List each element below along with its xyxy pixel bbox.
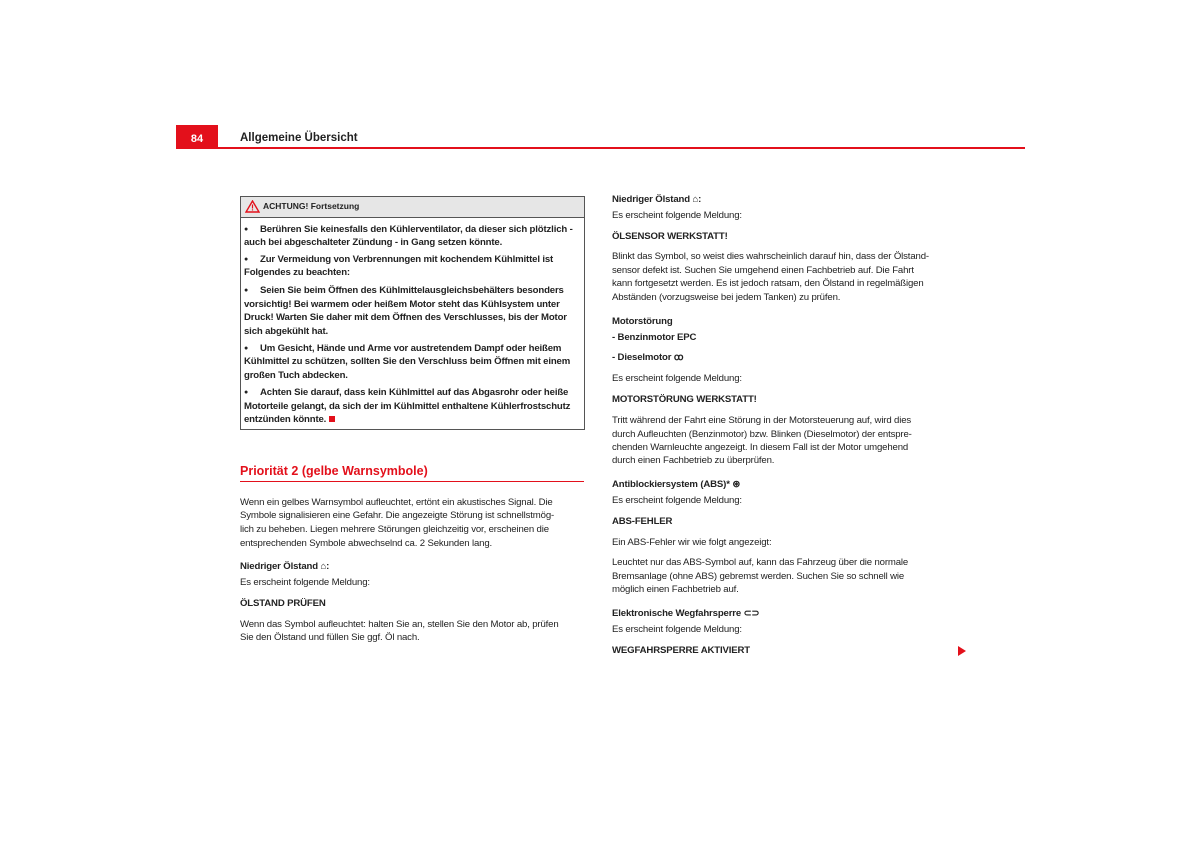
warning-bullet-line: Um Gesicht, Hände und Arme vor austretendem Dampf oder heißem — [260, 343, 562, 354]
subheading: ÖLSTAND PRÜFEN — [240, 598, 326, 609]
warning-bullet-line: Kühlmittel zu schützen, sollten Sie den Verschluss beim Öffnen mit einem — [244, 356, 571, 367]
subheading: ABS-FEHLER — [612, 516, 673, 527]
warning-bullet-line: Motorteile gelangt, da sich der im Kühlmittel enthaltene Kühlerfrostschutz — [244, 401, 571, 412]
warning-bullet-line: Achten Sie darauf, dass kein Kühlmittel auf das Abgasrohr oder heiße — [260, 387, 569, 398]
body-text-line: Es erscheint folgende Meldung: — [612, 210, 742, 221]
subheading: MOTORSTÖRUNG WERKSTATT! — [612, 394, 757, 405]
body-text-line: chenden Warnleuchte angezeigt. In diesem Fall ist der Motor umgehend — [612, 442, 909, 453]
warning-bullet-line: entzünden könnte. — [244, 414, 335, 426]
body-text-line: Es erscheint folgende Meldung: — [612, 624, 742, 635]
subheading: - Dieselmotor ꝏ — [612, 352, 684, 363]
bullet-icon: ● — [244, 389, 249, 396]
warning-bullet-line: großen Tuch abdecken. — [244, 370, 348, 381]
body-text-line: Tritt während der Fahrt eine Störung in der Motorsteuerung auf, wird dies — [612, 415, 912, 426]
body-text-line: durch Aufleuchten (Benzinmotor) bzw. Blinken (Dieselmotor) der entspre- — [612, 429, 912, 440]
body-text-line: entsprechenden Symbole abwechselnd ca. 2 Sekunden lang. — [240, 538, 493, 549]
subheading: Motorstörung — [612, 316, 673, 327]
subheading: Niedriger Ölstand ⌂: — [612, 194, 702, 205]
body-text-line: sensor defekt ist. Suchen Sie umgehend einen Fachbetrieb auf. Die Fahrt — [612, 265, 914, 276]
page-number: 84 — [176, 125, 218, 149]
subheading: Niedriger Ölstand ⌂: — [240, 561, 330, 572]
body-text-line: durch einen Fachbetrieb zu überprüfen. — [612, 455, 775, 466]
section-rule — [240, 481, 584, 482]
body-text-line: Leuchtet nur das ABS-Symbol auf, kann das Fahrzeug über die normale — [612, 557, 909, 568]
subheading: ÖLSENSOR WERKSTATT! — [612, 231, 728, 242]
warning-bullet-line: sich abgekühlt hat. — [244, 326, 329, 337]
warning-bullet-line: Folgendes zu beachten: — [244, 267, 350, 278]
page-header-title: Allgemeine Übersicht — [240, 132, 358, 144]
subheading: WEGFAHRSPERRE AKTIVIERT — [612, 645, 750, 656]
bullet-icon: ● — [244, 345, 249, 352]
warning-bullet-line: Zur Vermeidung von Verbrennungen mit kochendem Kühlmittel ist — [260, 254, 554, 265]
body-text-line: möglich einen Fachbetrieb auf. — [612, 584, 739, 595]
warning-bullet-line: auch bei abgeschalteter Zündung - in Gang setzen könnte. — [244, 237, 503, 248]
warning-header — [241, 197, 584, 218]
body-text-line: Es erscheint folgende Meldung: — [612, 495, 742, 506]
body-text-line: Es erscheint folgende Meldung: — [612, 373, 742, 384]
body-text-line: Abständen (vorzugsweise bei jedem Tanken) zu prüfen. — [612, 292, 841, 303]
warning-bullet-line: Seien Sie beim Öffnen des Kühlmittelausgleichsbehälters besonders — [260, 285, 564, 296]
header-rule — [176, 147, 1025, 149]
bullet-icon: ● — [244, 256, 249, 263]
body-text-line: Wenn ein gelbes Warnsymbol aufleuchtet, ertönt ein akustisches Signal. Die — [240, 497, 553, 508]
subheading: Elektronische Wegfahrsperre ⊂⊃ — [612, 608, 760, 619]
warning-bullet-line: vorsichtig! Bei warmem oder heißem Motor steht das Kühlsystem unter — [244, 299, 560, 310]
continue-arrow-icon — [958, 646, 966, 656]
subheading: - Benzinmotor EPC — [612, 332, 697, 343]
end-marker-icon — [329, 416, 335, 422]
body-text-line: Symbole signalisieren eine Gefahr. Die angezeigte Störung ist schnellstmög- — [240, 510, 555, 521]
warning-bullet-line: Druck! Warten Sie daher mit dem Öffnen des Verschlusses, bis der Motor — [244, 312, 567, 323]
subheading: Antiblockiersystem (ABS)* ⊛ — [612, 479, 741, 490]
body-text-line: Es erscheint folgende Meldung: — [240, 577, 370, 588]
body-text-line: lich zu beheben. Liegen mehrere Störungen gleichzeitig vor, erscheinen die — [240, 524, 549, 535]
body-text-line: Ein ABS-Fehler wir wie folgt angezeigt: — [612, 537, 772, 548]
bullet-icon: ● — [244, 287, 249, 294]
body-text-line: Blinkt das Symbol, so weist dies wahrscheinlich darauf hin, dass der Ölstand- — [612, 251, 929, 262]
body-text-line: Sie den Ölstand und füllen Sie ggf. Öl nach. — [240, 632, 420, 643]
warning-triangle-icon — [245, 200, 260, 213]
body-text-line: kann fortgesetzt werden. Es ist jedoch ratsam, den Ölstand in regelmäßigen — [612, 278, 924, 289]
body-text-line: Bremsanlage (ohne ABS) gebremst werden. Suchen Sie so schnell wie — [612, 571, 905, 582]
warning-title: ACHTUNG! Fortsetzung — [263, 201, 360, 211]
section-heading: Priorität 2 (gelbe Warnsymbole) — [240, 464, 428, 478]
body-text-line: Wenn das Symbol aufleuchtet: halten Sie an, stellen Sie den Motor ab, prüfen — [240, 619, 559, 630]
warning-bullet-line: Berühren Sie keinesfalls den Kühlerventilator, da dieser sich plötzlich - — [260, 224, 573, 235]
bullet-icon: ● — [244, 226, 249, 233]
